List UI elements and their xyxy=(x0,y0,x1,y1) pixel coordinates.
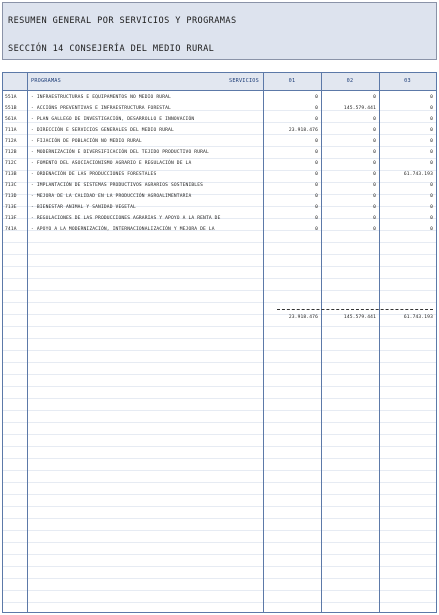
table-row xyxy=(3,125,436,136)
value-col-01: 0 xyxy=(315,205,318,210)
value-col-02: 0 xyxy=(373,227,376,232)
value-col-03: 0 xyxy=(430,106,433,111)
value-col-01: 0 xyxy=(315,106,318,111)
value-col-03: 0 xyxy=(430,150,433,155)
program-description: - BIENESTAR ANIMAL Y SANIDAD VEGETAL xyxy=(31,205,136,210)
table-body xyxy=(3,92,436,235)
header-programas: PROGRAMAS xyxy=(31,78,61,84)
report-header xyxy=(2,2,437,60)
header-servicios: SERVICIOS xyxy=(229,78,259,84)
program-code: 741A xyxy=(5,227,17,232)
value-col-02: 0 xyxy=(373,128,376,133)
value-col-02: 0 xyxy=(373,95,376,100)
program-code: 551A xyxy=(5,95,17,100)
value-col-01: 0 xyxy=(315,172,318,177)
value-col-02: 0 xyxy=(373,172,376,177)
value-col-02: 0 xyxy=(373,183,376,188)
programs-table xyxy=(2,72,437,613)
report-title: RESUMEN GENERAL POR SERVICIOS Y PROGRAMAS xyxy=(8,16,237,26)
value-col-01: 0 xyxy=(315,117,318,122)
value-col-01: 0 xyxy=(315,183,318,188)
value-col-01: 0 xyxy=(315,161,318,166)
value-col-02: 0 xyxy=(373,161,376,166)
program-description: - FOMENTO DEL ASOCIACIONISMO AGRARIO E REGULACIÓN DE LA xyxy=(31,161,192,166)
value-col-02: 0 xyxy=(373,139,376,144)
totals-separator xyxy=(277,309,433,310)
program-code: 713B xyxy=(5,172,17,177)
section-title: SECCIÓN 14 CONSEJERÍA DEL MEDIO RURAL xyxy=(8,44,215,54)
program-code: 712C xyxy=(5,161,17,166)
table-row xyxy=(3,213,436,224)
program-code: 712A xyxy=(5,139,17,144)
value-col-03: 0 xyxy=(430,139,433,144)
program-description: - IMPLANTACIÓN DE SISTEMAS PRODUCTIVOS AGRARIOS SOSTENIBLES xyxy=(31,183,204,188)
header-col-01: 01 xyxy=(288,78,296,84)
program-code: 712B xyxy=(5,150,17,155)
table-row xyxy=(3,103,436,114)
table-row xyxy=(3,147,436,158)
value-col-03: 61.743.193 xyxy=(403,172,433,177)
table-row xyxy=(3,224,436,235)
value-col-01: 23.918.476 xyxy=(288,128,318,133)
program-description: - DIRECCIÓN E SERVICIOS GENERALES DEL MEDIO RURAL xyxy=(31,128,174,133)
value-col-02: 145.579.441 xyxy=(343,106,376,111)
value-col-03: 0 xyxy=(430,183,433,188)
table-row xyxy=(3,180,436,191)
header-col-02: 02 xyxy=(346,78,354,84)
table-row xyxy=(3,191,436,202)
value-col-03: 0 xyxy=(430,95,433,100)
table-row xyxy=(3,114,436,125)
program-description: - REGULACIONES DE LAS PRODUCCIONES AGRARIAS Y APOYO A LA RENTA DE xyxy=(31,216,221,221)
program-code: 711A xyxy=(5,128,17,133)
value-col-03: 0 xyxy=(430,194,433,199)
program-description: - INFRAESTRUCTURAS E EQUIPAMENTOS NO MEDIO RURAL xyxy=(31,95,171,100)
value-col-03: 0 xyxy=(430,117,433,122)
program-code: 561A xyxy=(5,117,17,122)
program-description: - MEJORA DE LA CALIDAD EN LA PRODUCCIÓN AGROALIMENTARIA xyxy=(31,194,192,199)
program-code: 713F xyxy=(5,216,17,221)
total-col-01: 23.918.476 xyxy=(288,315,318,320)
value-col-03: 0 xyxy=(430,216,433,221)
program-description: - FIJACIÓN DE POBLACIÓN NO MEDIO RURAL xyxy=(31,139,142,144)
value-col-01: 0 xyxy=(315,139,318,144)
total-col-02: 145.579.441 xyxy=(343,315,376,320)
value-col-02: 0 xyxy=(373,194,376,199)
table-row xyxy=(3,92,436,103)
program-code: 713E xyxy=(5,205,17,210)
value-col-02: 0 xyxy=(373,216,376,221)
value-col-02: 0 xyxy=(373,205,376,210)
table-row xyxy=(3,158,436,169)
program-description: - MODERNIZACIÓN E DIVERSIFICACIÓN DEL TEJIDO PRODUCTIVO RURAL xyxy=(31,150,209,155)
value-col-02: 0 xyxy=(373,117,376,122)
program-description: - APOYO A LA MODERNIZACIÓN, INTERNACIONALIZACIÓN Y MEJORA DE LA xyxy=(31,227,215,232)
table-row xyxy=(3,202,436,213)
value-col-03: 0 xyxy=(430,128,433,133)
program-code: 713C xyxy=(5,183,17,188)
table-row xyxy=(3,169,436,180)
value-col-03: 0 xyxy=(430,161,433,166)
total-col-03: 61.743.193 xyxy=(403,315,433,320)
program-description: - PLAN GALLEGO DE INVESTIGACIÓN, DESARROLLO E INNOVACIÓN xyxy=(31,117,195,122)
program-code: 551B xyxy=(5,106,17,111)
table-row xyxy=(3,136,436,147)
program-code: 713D xyxy=(5,194,17,199)
value-col-01: 0 xyxy=(315,216,318,221)
value-col-01: 0 xyxy=(315,194,318,199)
totals-row xyxy=(3,312,436,323)
program-description: - ACCIÓNS PREVENTIVAS E INFRAESTRUCTURA FORESTAL xyxy=(31,106,171,111)
program-description: - ORDENACIÓN DE LAS PRODUCCIONES FORESTALES xyxy=(31,172,157,177)
value-col-03: 0 xyxy=(430,227,433,232)
value-col-03: 0 xyxy=(430,205,433,210)
value-col-02: 0 xyxy=(373,150,376,155)
header-col-03: 03 xyxy=(404,78,411,84)
value-col-01: 0 xyxy=(315,227,318,232)
value-col-01: 0 xyxy=(315,150,318,155)
value-col-01: 0 xyxy=(315,95,318,100)
